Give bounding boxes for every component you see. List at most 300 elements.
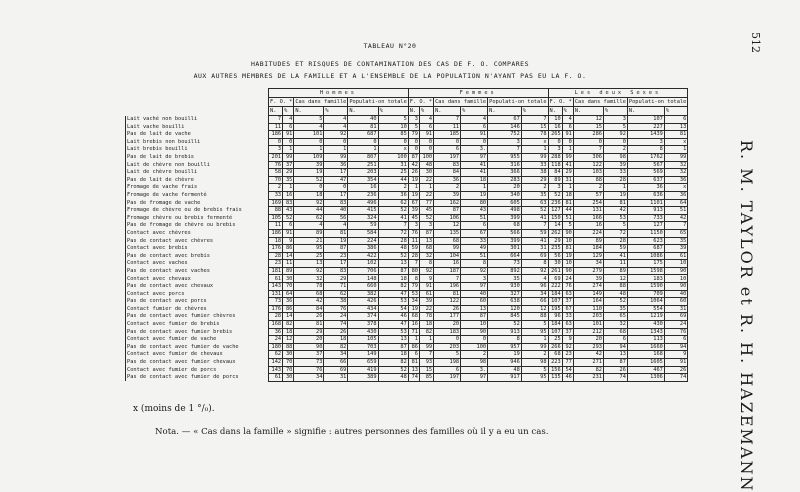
table-cell: 23 — [324, 252, 348, 260]
table-cell: 87 — [419, 229, 433, 237]
table-cell: 99 — [664, 153, 687, 161]
table-cell: 36 — [283, 298, 294, 306]
table-cell: 6 — [664, 336, 687, 344]
table-cell: 554 — [627, 305, 664, 313]
table-cell: 32 — [664, 161, 687, 169]
table-cell: 91 — [283, 131, 294, 139]
table-cell: 90 — [562, 267, 573, 275]
table-cell: 41 — [603, 252, 627, 260]
table-cell: 2 — [434, 184, 461, 192]
table-cell: 184 — [548, 290, 562, 298]
table-cell: 3 — [488, 138, 522, 146]
table-cell: 63 — [521, 199, 548, 207]
table-cell: 64 — [283, 290, 294, 298]
table-cell: 1343 — [627, 328, 664, 336]
table-cell: 271 — [573, 359, 603, 367]
table-cell: 180 — [269, 343, 283, 351]
table-row — [126, 131, 688, 139]
table-cell: 89 — [548, 176, 562, 184]
table-cell: 46 — [562, 374, 573, 382]
table-cell: 23 — [269, 260, 283, 268]
table-cell: 197 — [434, 374, 461, 382]
table-cell: 733 — [627, 214, 664, 222]
table-cell: 399 — [488, 237, 522, 245]
table-row — [126, 176, 688, 184]
table-cell: 88 — [603, 283, 627, 291]
row-label: Lait de chèvre bouilli — [126, 169, 269, 177]
table-cell: 83 — [324, 267, 348, 275]
table-cell: 0 — [603, 138, 627, 146]
table-cell: 61 — [419, 290, 433, 298]
table-cell: 81 — [562, 199, 573, 207]
table-row — [126, 153, 688, 161]
table-cell: 3 — [548, 146, 562, 154]
table-cell: 26 — [434, 305, 461, 313]
table-cell: 35 — [283, 176, 294, 184]
table-cell: 64 — [664, 199, 687, 207]
table-cell: 89 — [294, 229, 324, 237]
table-cell: 62 — [378, 199, 408, 207]
table-row — [126, 336, 688, 344]
table-cell: 146 — [488, 123, 522, 131]
table-cell: 1605 — [627, 359, 664, 367]
table-cell: 327 — [488, 290, 522, 298]
table-cell: 135 — [434, 229, 461, 237]
table-cell: 70 — [283, 283, 294, 291]
header-unit-n: N. — [548, 107, 562, 116]
table-cell: 169 — [269, 199, 283, 207]
table-cell: 186 — [269, 229, 283, 237]
table-cell: 9 — [283, 237, 294, 245]
table-cell: 49 — [461, 245, 488, 253]
table-cell: 45 — [419, 207, 433, 215]
header-unit-n: N. — [269, 107, 283, 116]
table-cell: 706 — [348, 267, 378, 275]
table-cell: 37 — [283, 161, 294, 169]
table-cell: 17 — [324, 260, 348, 268]
table-cell: 212 — [573, 328, 603, 336]
table-cell: 0 — [269, 138, 283, 146]
table-cell: 99 — [419, 343, 433, 351]
table-cell: 29 — [548, 237, 562, 245]
table-cell: 90 — [664, 267, 687, 275]
table-cell: 104 — [434, 252, 461, 260]
table-cell: 752 — [488, 131, 522, 139]
table-cell: 52 — [548, 191, 562, 199]
table-cell: 8 — [488, 336, 522, 344]
table-cell: 39 — [603, 161, 627, 169]
table-cell: 36 — [269, 328, 283, 336]
table-cell: 316 — [488, 161, 522, 169]
table-cell: 3 — [419, 222, 433, 230]
row-label: Contact avec brebis — [126, 245, 269, 253]
table-cell: 107 — [627, 116, 664, 124]
table-cell: 1439 — [627, 131, 664, 139]
table-cell: 567 — [627, 161, 664, 169]
table-cell: 16 — [573, 222, 603, 230]
table-cell: 18 — [294, 191, 324, 199]
table-cell: 68 — [603, 328, 627, 336]
table-cell: 17 — [324, 191, 348, 199]
row-label: Fromage de vache fermenté — [126, 191, 269, 199]
table-cell: 0 — [283, 138, 294, 146]
table-cell: 36 — [664, 191, 687, 199]
table-cell: 1101 — [627, 199, 664, 207]
row-label: Pas de contact avec chèvres — [126, 237, 269, 245]
row-label: Fromage de chèvre ou de brebis frais — [126, 207, 269, 215]
table-cell: 101 — [573, 321, 603, 329]
table-row — [126, 321, 688, 329]
row-label: Pas de lait de brebis — [126, 153, 269, 161]
header-group: Les deux Sexes — [548, 89, 688, 98]
table-cell: 37 — [294, 351, 324, 359]
table-cell: 22 — [419, 305, 433, 313]
table-cell: 430 — [627, 321, 664, 329]
table-cell: 3. — [461, 146, 488, 154]
table-row — [126, 290, 688, 298]
table-cell: 40 — [461, 290, 488, 298]
table-cell: 430 — [348, 328, 378, 336]
table-cell: 38 — [324, 298, 348, 306]
table-cell: 496 — [348, 199, 378, 207]
table-cell: 7 — [378, 222, 408, 230]
table-cell: 99 — [283, 153, 294, 161]
row-label: Lait brebis non bouilli — [126, 138, 269, 146]
table-cell: 1660 — [627, 343, 664, 351]
table-cell: 81 — [348, 123, 378, 131]
table-cell: 122 — [573, 161, 603, 169]
table-title: TABLEAU N°20 — [363, 42, 417, 50]
table-cell: 93 — [419, 359, 433, 367]
table-cell: 2 — [603, 146, 627, 154]
table-cell: 498 — [488, 207, 522, 215]
table-cell: 28 — [269, 313, 283, 321]
table-cell: 222 — [548, 283, 562, 291]
table-cell: 48 — [419, 161, 433, 169]
table-cell: 48 — [603, 290, 627, 298]
table-cell: 231 — [573, 374, 603, 382]
table-cell: 26 — [294, 313, 324, 321]
table-cell: 709 — [627, 290, 664, 298]
table-cell: 11 — [434, 123, 461, 131]
table-cell: 43 — [461, 207, 488, 215]
table-cell: 176 — [269, 305, 283, 313]
table-cell: 262 — [548, 229, 562, 237]
table-cell: 62 — [294, 214, 324, 222]
table-cell: 52 — [521, 207, 548, 215]
table-cell: 85 — [419, 374, 433, 382]
table-cell: 77 — [562, 359, 573, 367]
table-cell: 223 — [548, 359, 562, 367]
table-cell: 92 — [324, 131, 348, 139]
table-cell: 113 — [627, 336, 664, 344]
table-cell: 4 — [283, 116, 294, 124]
table-cell: 62 — [269, 351, 283, 359]
table-cell: 29 — [562, 169, 573, 177]
row-label: Pas de contact avec fumier brebis — [126, 328, 269, 336]
table-cell: 61 — [269, 374, 283, 382]
table-cell: 605 — [488, 199, 522, 207]
table-cell: 70 — [283, 366, 294, 374]
table-cell: 186 — [269, 131, 283, 139]
table-cell: 29 — [324, 275, 348, 283]
table-cell: 11 — [283, 260, 294, 268]
table-row — [126, 237, 688, 245]
table-cell: 24 — [664, 321, 687, 329]
table-cell: 51 — [461, 214, 488, 222]
row-label: Lait vaché non bouilli — [126, 116, 269, 124]
table-cell: 236 — [548, 199, 562, 207]
table-cell: 9 — [664, 351, 687, 359]
table-cell: 30 — [283, 351, 294, 359]
table-cell: 5 — [408, 123, 419, 131]
table-cell: 53 — [378, 298, 408, 306]
table-cell: 6 — [408, 351, 419, 359]
row-label: Contact avec fumier de chevaux — [126, 351, 269, 359]
table-cell: 0 — [378, 138, 408, 146]
running-header-author: R. M. TAYLOR et R. H. HAZEMANN — [737, 140, 756, 492]
table-cell: 98 — [461, 359, 488, 367]
header-unit-pct: % — [664, 107, 687, 116]
table-cell: 382 — [348, 290, 378, 298]
table-cell: 80 — [461, 199, 488, 207]
table-cell: 0 — [461, 138, 488, 146]
table-cell: 67 — [562, 305, 573, 313]
table-cell: 378 — [348, 321, 378, 329]
table-cell: 81 — [294, 321, 324, 329]
table-cell: 24 — [269, 336, 283, 344]
table-cell: 38 — [521, 169, 548, 177]
table-cell: 45 — [408, 214, 419, 222]
table-cell: 7 — [408, 260, 419, 268]
table-cell: 103 — [573, 169, 603, 177]
table-cell: 96 — [521, 283, 548, 291]
header-unit-n: N. — [408, 107, 419, 116]
table-cell: 8 — [408, 275, 419, 283]
table-cell: 41 — [521, 214, 548, 222]
table-cell: 3 — [408, 222, 419, 230]
table-cell: 6 — [603, 336, 627, 344]
table-cell: 17 — [324, 169, 348, 177]
header-subgroup: Cas dans famille — [435, 98, 487, 105]
header-unit-pct: % — [461, 107, 488, 116]
table-cell: 51 — [461, 252, 488, 260]
table-cell: 76 — [408, 229, 419, 237]
row-label: Fromage chèvre ou brebis fermenté — [126, 214, 269, 222]
table-cell: 168 — [269, 321, 283, 329]
table-cell: 1 — [664, 146, 687, 154]
table-cell: 11 — [269, 123, 283, 131]
table-cell: 4 — [324, 116, 348, 124]
table-cell: 0 — [562, 138, 573, 146]
row-label: Pas de lait de vache — [126, 131, 269, 139]
table-cell: 52 — [603, 298, 627, 306]
header-unit-pct: % — [283, 107, 294, 116]
table-cell: 29 — [294, 328, 324, 336]
table-cell: 306 — [573, 153, 603, 161]
table-cell: 118 — [548, 161, 562, 169]
table-cell: 16 — [548, 123, 562, 131]
table-cell: 44 — [562, 207, 573, 215]
table-cell: 82 — [324, 343, 348, 351]
table-cell: 109 — [294, 153, 324, 161]
table-cell: 8 — [461, 260, 488, 268]
table-cell: 386 — [348, 245, 378, 253]
table-cell: 69 — [664, 313, 687, 321]
row-label: Contact avec chèvres — [126, 229, 269, 237]
table-body — [126, 116, 688, 382]
nota-text: — « Cas dans la famille » signifie : autres personnes des familles où il y a eu un cas. — [181, 427, 549, 437]
table-row — [126, 169, 688, 177]
table-cell: 73 — [269, 298, 283, 306]
table-cell: 98 — [521, 359, 548, 367]
table-cell: 39 — [419, 298, 433, 306]
table-cell: 1 — [408, 336, 419, 344]
table-cell: 39 — [294, 161, 324, 169]
table-cell: 42 — [408, 161, 419, 169]
table-cell: 52 — [294, 176, 324, 184]
table-cell: 374 — [348, 313, 378, 321]
table-cell: 87 — [378, 267, 408, 275]
table-cell: 120 — [488, 305, 522, 313]
table-cell: 12 — [573, 116, 603, 124]
table-cell: 84 — [294, 305, 324, 313]
header-unit-pct: % — [378, 107, 408, 116]
table-cell: 11 — [603, 260, 627, 268]
table-cell: 39 — [434, 191, 461, 199]
table-cell: 76 — [269, 161, 283, 169]
table-cell: 51 — [562, 214, 573, 222]
table-cell: 4 — [419, 116, 433, 124]
table-cell: 13 — [664, 123, 687, 131]
table-cell: 185 — [434, 131, 461, 139]
table-cell: 10 — [664, 275, 687, 283]
header-subgroup: F. O. * — [409, 98, 433, 105]
table-cell: 78 — [294, 283, 324, 291]
table-cell: 59 — [603, 245, 627, 253]
row-label: Pas de contact avec fumier de vache — [126, 343, 269, 351]
table-cell: 0 — [461, 336, 488, 344]
table-cell: 419 — [348, 366, 378, 374]
table-cell: 183 — [627, 275, 664, 283]
table-cell: 15 — [419, 366, 433, 374]
table-cell: 28 — [603, 176, 627, 184]
table-cell: 2 — [269, 184, 283, 192]
table-cell: 10 — [562, 237, 573, 245]
table-cell: 85 — [378, 131, 408, 139]
table-cell: 97 — [461, 283, 488, 291]
table-cell: 19 — [461, 191, 488, 199]
table-cell: 18 — [324, 336, 348, 344]
table-cell: 57 — [573, 191, 603, 199]
table-cell: 0 — [434, 336, 461, 344]
table-cell: 33 — [461, 237, 488, 245]
table-cell: 48 — [378, 245, 408, 253]
table-cell: 19 — [488, 351, 522, 359]
table-cell: 28 — [408, 252, 419, 260]
table-cell: 40 — [664, 290, 687, 298]
table-cell: 0 — [348, 138, 378, 146]
table-cell: 96 — [548, 313, 562, 321]
table-cell: 68 — [548, 351, 562, 359]
row-label: Lait brebis bouilli — [126, 146, 269, 154]
table-cell: 81 — [324, 229, 348, 237]
table-cell: 74 — [603, 374, 627, 382]
table-cell: 166 — [573, 214, 603, 222]
table-cell: 1219 — [627, 313, 664, 321]
table-cell: 569 — [627, 169, 664, 177]
table-cell: 1598 — [627, 267, 664, 275]
table-cell: 71 — [408, 328, 419, 336]
table-cell: 26 — [324, 328, 348, 336]
table-cell: 917 — [488, 374, 522, 382]
table-cell: 82 — [283, 321, 294, 329]
table-row — [126, 366, 688, 374]
table-cell: 3 — [269, 146, 283, 154]
table-cell: 845 — [488, 313, 522, 321]
table-cell: 150 — [548, 214, 562, 222]
table-cell: 122 — [434, 298, 461, 306]
row-label: Contact avec chevaux — [126, 275, 269, 283]
table-cell: 19 — [603, 191, 627, 199]
table-cell: 87 — [408, 153, 419, 161]
table-cell: 1086 — [627, 252, 664, 260]
table-cell: 91 — [283, 229, 294, 237]
header-subgroup: Populati-on totale — [349, 98, 407, 105]
table-cell: 29 — [521, 176, 548, 184]
table-cell: 81 — [562, 245, 573, 253]
table-cell: 0 — [324, 184, 348, 192]
table-cell: 1 — [419, 184, 433, 192]
table-cell: 42 — [573, 351, 603, 359]
table-cell: 29 — [283, 169, 294, 177]
table-cell: 4 — [324, 222, 348, 230]
table-row — [126, 351, 688, 359]
table-cell: 0 — [419, 138, 433, 146]
table-cell: 36 — [627, 184, 664, 192]
table-cell: 36 — [324, 161, 348, 169]
table-cell: 87 — [324, 245, 348, 253]
header-unit-n: N. — [348, 107, 378, 116]
table-cell: 42 — [603, 207, 627, 215]
table-cell: 143 — [269, 366, 283, 374]
table-cell: 1 — [562, 184, 573, 192]
table-cell: 81 — [664, 131, 687, 139]
table-cell: 12 — [283, 336, 294, 344]
row-label: Pas de contact avec vaches — [126, 267, 269, 275]
table-cell: 91 — [419, 131, 433, 139]
header-subgroup: Populati-on totale — [628, 98, 687, 105]
table-cell: 47 — [378, 290, 408, 298]
table-cell: 0 — [573, 138, 603, 146]
table-cell: 6 — [461, 123, 488, 131]
table-cell: 53 — [378, 328, 408, 336]
table-cell: 76 — [562, 283, 573, 291]
table-cell: 30 — [419, 169, 433, 177]
header-subgroup: F. O. * — [549, 98, 572, 105]
table-cell: 265 — [548, 131, 562, 139]
table-cell: 31 — [378, 161, 408, 169]
table-cell: 77 — [419, 199, 433, 207]
table-cell: 203 — [348, 169, 378, 177]
table-cell: 1590 — [627, 283, 664, 291]
table-cell: 3 — [627, 138, 664, 146]
table-cell: 892 — [488, 267, 522, 275]
table-cell: 5 — [521, 366, 548, 374]
row-label: Pas de fromage de vache — [126, 199, 269, 207]
table-cell: 6 — [419, 123, 433, 131]
table-cell: 184 — [573, 245, 603, 253]
